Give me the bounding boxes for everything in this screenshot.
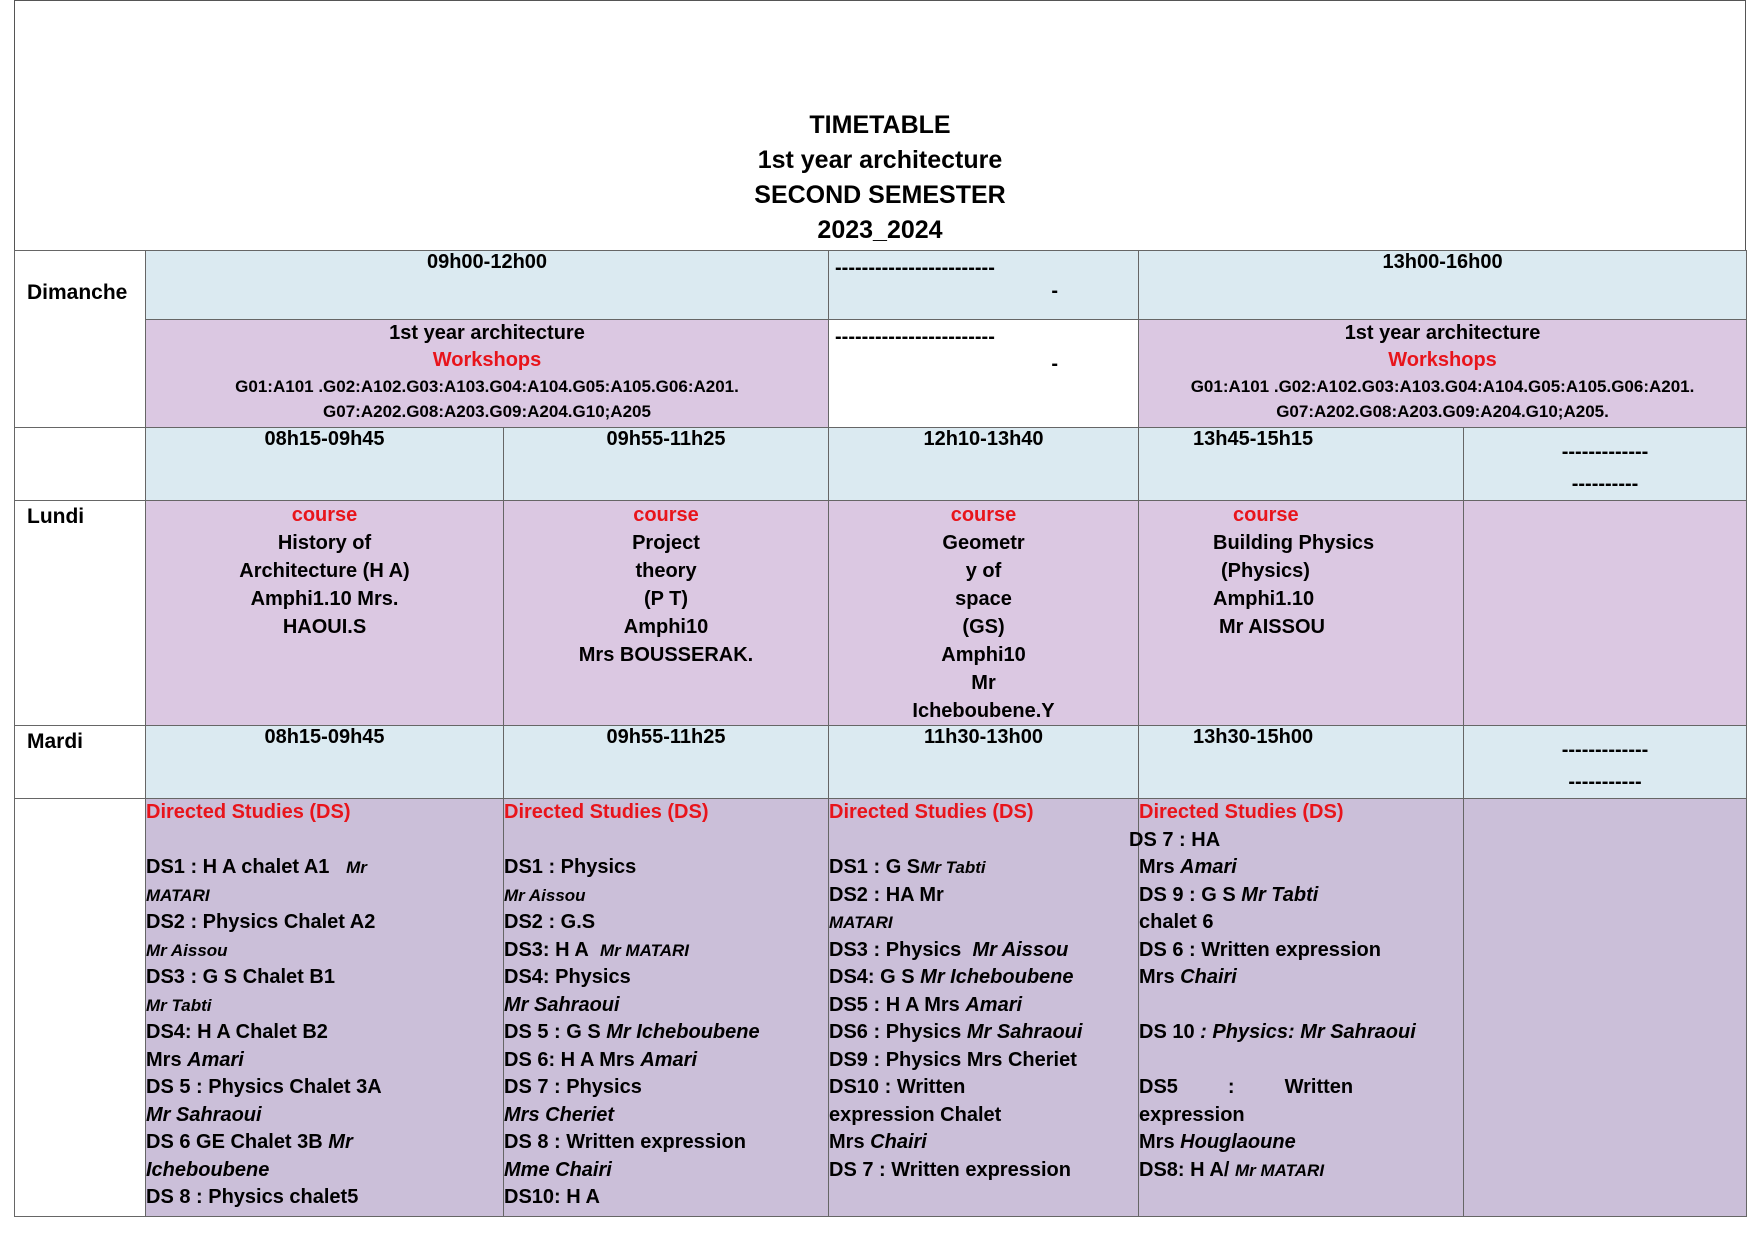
time-slot: 13h30-15h00: [1139, 726, 1464, 799]
time-slot: 08h15-09h45: [146, 428, 504, 501]
ds-text: Amari: [1180, 856, 1237, 878]
lundi-course-row: [15, 501, 1747, 726]
ds-text: DS 9 : G S: [1139, 883, 1236, 906]
course-line: Architecture (H A): [239, 560, 410, 582]
ds-line: [146, 1129, 503, 1157]
ds-text: Mr Sahraoui: [504, 993, 620, 1016]
ds-line: [829, 909, 1138, 937]
workshop-groups: G07:A202.G08:A203.G09:A204.G10;A205.: [1276, 402, 1609, 421]
ds-text: DS6 : Physics: [829, 1021, 962, 1043]
ds-line: [146, 1157, 503, 1185]
ds-line: chalet 6: [1139, 911, 1214, 933]
course-kind: course: [291, 504, 358, 526]
ds-text: Amari: [187, 1048, 244, 1071]
ds-text: Amari: [965, 993, 1023, 1016]
day-label: Mardi: [27, 730, 84, 753]
ds-text: DS 10: [1139, 1021, 1195, 1043]
ds-text: Mrs: [1139, 966, 1175, 988]
ds-line: [829, 964, 1138, 992]
time-slot: 09h55-11h25: [504, 428, 829, 501]
course-line: Building Physics: [1213, 532, 1375, 554]
ds-text: : Physics:: [1200, 1021, 1295, 1043]
ds-line: [829, 1019, 1138, 1047]
break-cell: [829, 251, 1139, 320]
course-cell: [146, 501, 504, 726]
ds-line: [504, 992, 828, 1020]
timetable-grid: [14, 250, 1747, 1217]
ds-text: Mrs: [1139, 856, 1175, 878]
title-line-4: 2023_2024: [817, 216, 943, 244]
workshop-level: 1st year architecture: [1344, 322, 1541, 344]
ds-line: [504, 1102, 828, 1130]
ds-text: DS5 : H A Mrs: [829, 993, 960, 1016]
ds-text: DS3: H A: [504, 938, 589, 961]
ds-text: Mr MATARI: [599, 940, 690, 960]
empty-day-cell: [15, 428, 146, 501]
title-line-1: TIMETABLE: [809, 111, 951, 139]
ds-line: DS 7 : Physics: [504, 1076, 642, 1098]
course-line: theory: [635, 560, 697, 582]
ds-line: DS 6 : Written expression: [1139, 938, 1381, 961]
empty-day-cell: [15, 799, 146, 1217]
ds-line: expression Chalet: [829, 1103, 1002, 1126]
ds-line: [1139, 854, 1463, 882]
ds-line: [504, 1019, 828, 1047]
day-label: Lundi: [27, 505, 85, 528]
time-slot: 09h00-12h00: [146, 251, 829, 320]
ds-header: Directed Studies (DS): [504, 801, 709, 823]
ds-text: Houglaoune: [1180, 1131, 1296, 1153]
ds-text: Mme Chairi: [504, 1158, 612, 1181]
ds-text: Mr Sahraoui: [146, 1103, 262, 1126]
course-cell: [829, 501, 1139, 726]
ds-line: DS 8 : Written expression: [504, 1131, 746, 1153]
course-line: Amphi1.10 Mrs.: [250, 588, 399, 610]
course-line: Mr AISSOU: [1219, 616, 1325, 638]
ds-cell: [146, 799, 504, 1217]
dash-line: -------------: [1561, 739, 1649, 761]
dash-cell: [1464, 428, 1747, 501]
ds-text: DS 5 : G S: [504, 1021, 601, 1043]
time-slot: 08h15-09h45: [146, 726, 504, 799]
course-line: Project: [632, 532, 700, 554]
title-line-2: 1st year architecture: [757, 146, 1003, 174]
course-line: (Physics): [1221, 560, 1310, 582]
ds-line: [504, 882, 828, 910]
course-line: Mrs BOUSSERAK.: [578, 644, 754, 666]
workshop-cell: [1139, 320, 1747, 428]
ds-line: DS10: H A: [504, 1186, 600, 1208]
day-cell-mardi: [15, 726, 146, 799]
time-slot: 12h10-13h40: [829, 428, 1139, 501]
ds-line: DS 5 : Physics Chalet 3A: [146, 1076, 382, 1098]
ds-text: Mr: [346, 858, 367, 877]
ds-text: Mr MATARI: [1234, 1160, 1325, 1180]
workshop-groups: G07:A202.G08:A203.G09:A204.G10;A205: [323, 402, 651, 421]
course-line: Mr: [971, 672, 996, 694]
ds-text: Mrs: [1139, 1131, 1175, 1153]
day-cell-dimanche: [15, 251, 146, 428]
ds-text: Mr Sahraoui: [1300, 1021, 1416, 1043]
ds-line: [146, 882, 503, 910]
ds-text: Chairi: [1180, 966, 1237, 988]
ds-line: [504, 937, 828, 965]
course-line: (GS): [962, 616, 1005, 638]
mardi-time-row: [15, 726, 1747, 799]
ds-text: Mr: [328, 1131, 353, 1153]
ds-text: Chairi: [870, 1131, 927, 1153]
ds-line: [504, 1047, 828, 1075]
ds-text: MATARI: [829, 913, 893, 932]
ds-header: Directed Studies (DS): [829, 801, 1034, 823]
workshop-groups: G01:A101 .G02:A102.G03:A103.G04:A104.G05:A105.G06:A201.: [1190, 377, 1695, 396]
ds-text: Mrs Cheriet: [504, 1103, 615, 1126]
ds-text: DS1 : H A chalet A1: [146, 856, 330, 878]
ds-text: Mr Aissou: [146, 940, 228, 960]
time-slot: 11h30-13h00: [829, 726, 1139, 799]
time-slot: 13h00-16h00: [1139, 251, 1747, 320]
ds-cell: [829, 799, 1139, 1217]
ds-line: [1139, 1157, 1463, 1185]
ds-line: DS3 : G S Chalet B1: [146, 966, 335, 988]
ds-line: [1139, 882, 1463, 910]
dash-line: -----------: [1568, 771, 1642, 793]
dimanche-time-row: [15, 251, 1747, 320]
ds-line: [829, 937, 1138, 965]
course-line: (P T): [643, 588, 689, 610]
ds-header: Directed Studies (DS): [1139, 801, 1344, 823]
workshop-groups: G01:A101 .G02:A102.G03:A103.G04:A104.G05:A105.G06:A201.: [235, 377, 739, 396]
course-line: Geometr: [942, 532, 1025, 554]
course-line: y of: [965, 560, 1002, 582]
ds-cell: [504, 799, 829, 1217]
ds-line: [146, 992, 503, 1020]
ds-line: DS1 : Physics: [504, 856, 637, 878]
ds-text: DS 6: H A Mrs: [504, 1048, 635, 1071]
course-line: History of: [277, 532, 372, 554]
ds-text: MATARI: [146, 885, 210, 905]
break-cell: [829, 320, 1139, 428]
day-label: Dimanche: [27, 281, 128, 304]
ds-text: Mr Tabti: [1241, 883, 1319, 906]
dimanche-workshop-row: [15, 320, 1747, 428]
ds-line: DS4: Physics: [504, 966, 631, 988]
ds-line: DS4: H A Chalet B2: [146, 1021, 328, 1043]
ds-line: DS5 : Written: [1139, 1076, 1354, 1098]
course-kind: course: [1233, 504, 1299, 526]
dash-cell: [1464, 726, 1747, 799]
ds-text: DS1 : G S: [829, 856, 921, 878]
ds-text: Mr Aissou: [504, 885, 586, 905]
ds-text: Mr Tabti: [146, 995, 212, 1015]
course-line: Amphi10: [941, 644, 1026, 666]
course-cell: [1139, 501, 1464, 726]
workshop-cell: [146, 320, 829, 428]
time-slot: 09h55-11h25: [504, 726, 829, 799]
time-slot: 13h45-15h15: [1139, 428, 1464, 501]
course-cell: [504, 501, 829, 726]
ds-header: Directed Studies (DS): [146, 801, 351, 823]
ds-text: Icheboubene: [146, 1158, 270, 1181]
ds-text: DS8: H A/: [1139, 1158, 1230, 1181]
course-line: Icheboubene.Y: [912, 700, 1055, 722]
ds-text: Mrs: [829, 1131, 865, 1153]
dash-line: -: [1051, 353, 1059, 375]
ds-line: DS2 : G.S: [504, 911, 596, 933]
ds-line: [146, 854, 503, 882]
ds-line: expression: [1139, 1103, 1245, 1126]
ds-line: [1139, 1019, 1463, 1047]
ds-text: Mr Icheboubene: [920, 966, 1074, 988]
ds-text: Mr Aissou: [972, 938, 1069, 961]
ds-line: DS10 : Written: [829, 1076, 966, 1098]
empty-course-cell: [1464, 501, 1747, 726]
title-line-3: SECOND SEMESTER: [754, 181, 1006, 209]
ds-line: [829, 854, 1138, 882]
workshop-type: Workshops: [1388, 349, 1497, 371]
mardi-ds-row: [15, 799, 1747, 1217]
ds-line: [829, 1129, 1138, 1157]
ds-line: DS 7 : Written expression: [829, 1158, 1071, 1181]
dash-line: ------------------------: [835, 326, 995, 348]
ds-line: DS2 : HA Mr: [829, 883, 944, 906]
day-cell-lundi: [15, 501, 146, 726]
ds-text: Mrs: [146, 1048, 182, 1071]
workshop-type: Workshops: [432, 349, 542, 371]
ds-text: DS 6 GE Chalet 3B: [146, 1131, 323, 1153]
course-kind: course: [633, 504, 699, 526]
course-kind: course: [950, 504, 1017, 526]
ds-line: [146, 937, 503, 965]
dash-line: -------------: [1561, 441, 1649, 463]
ds-line: [1139, 1129, 1463, 1157]
ds-text: Mr Sahraoui: [966, 1021, 1083, 1043]
empty-ds-cell: [1464, 799, 1747, 1217]
ds-line: DS 8 : Physics chalet5: [146, 1186, 359, 1208]
ds-line: [146, 1102, 503, 1130]
workshop-level: 1st year architecture: [389, 322, 585, 344]
course-line: space: [955, 588, 1012, 610]
ds-line: [1139, 964, 1463, 992]
lundi-time-row: [15, 428, 1747, 501]
ds-text: DS4: G S: [829, 966, 915, 988]
course-line: Amphi10: [623, 616, 709, 638]
dash-line: ----------: [1571, 473, 1639, 495]
course-line: HAOUI.S: [282, 616, 367, 638]
dash-line: ------------------------: [835, 257, 995, 279]
timetable-title-block: [14, 108, 1746, 248]
ds-text: Mr Tabti: [920, 858, 986, 877]
ds-line: [829, 992, 1138, 1020]
ds-line: DS2 : Physics Chalet A2: [146, 911, 376, 933]
ds-line: DS9 : Physics Mrs Cheriet: [829, 1048, 1077, 1071]
ds-cell: [1129, 799, 1464, 1217]
ds-line: DS 7 : HA: [1129, 828, 1221, 851]
dash-line: -: [1051, 280, 1059, 302]
ds-text: Mr Icheboubene: [606, 1021, 760, 1043]
ds-text: Amari: [640, 1048, 698, 1071]
course-line: Amphi1.10: [1213, 588, 1315, 610]
ds-text: DS3 : Physics: [829, 938, 962, 961]
ds-line: [504, 1157, 828, 1185]
ds-line: [146, 1047, 503, 1075]
